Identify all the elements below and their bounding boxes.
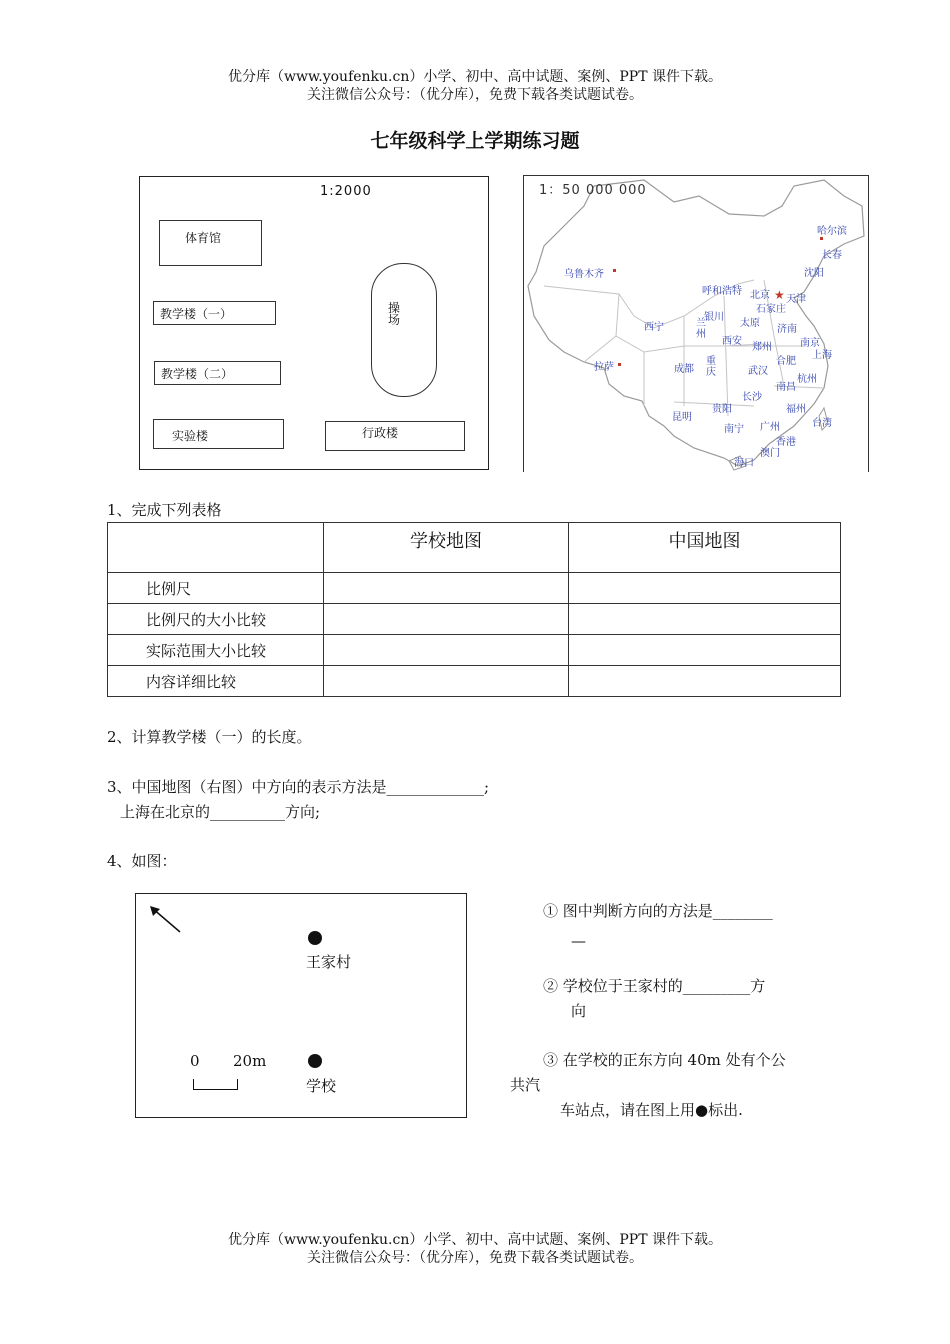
q4-item-1-cont: — [571, 932, 586, 950]
city-hefei: 合肥 [776, 356, 796, 367]
footer-line-1: 优分库（www.youfenku.cn）小学、初中、高中试题、案例、PPT 课件下载。 [227, 1232, 722, 1248]
school-map-scale: 1:2000 [320, 184, 372, 199]
table-row-label: 内容详细比较 [108, 666, 324, 697]
city-hangzhou: 杭州 [797, 374, 817, 385]
city-macau: 澳门 [760, 448, 780, 459]
building-lab [153, 419, 284, 449]
table-row-label: 实际范围大小比较 [108, 635, 324, 666]
table-answer-cell[interactable] [324, 635, 569, 666]
playground-label: 操 场 [388, 301, 401, 327]
village-dot [308, 931, 322, 945]
city-kunming: 昆明 [672, 412, 692, 423]
city-jinan: 济南 [777, 324, 797, 335]
q4-item-3-cont-2: 车站点，请在图上用●标出. [560, 1101, 743, 1119]
building-teaching-1-label: 教学楼（一） [160, 307, 233, 321]
header-line-1: 优分库（www.youfenku.cn）小学、初中、高中试题、案例、PPT 课件下载。 [227, 69, 722, 85]
table-header-school: 学校地图 [324, 523, 569, 573]
building-teaching-2-label: 教学楼（二） [161, 367, 234, 381]
table-answer-cell[interactable] [324, 604, 569, 635]
scale-bar [193, 1079, 238, 1090]
city-dot [820, 237, 823, 240]
city-changchun: 长春 [822, 250, 842, 261]
city-chongqing: 重 庆 [706, 356, 716, 378]
city-chengdu: 成都 [674, 364, 694, 375]
scale-zero-label: 0 [190, 1052, 200, 1070]
capital-star-icon: ★ [774, 288, 785, 302]
q4-item-3-cont-1: 共汽 [510, 1076, 541, 1094]
playground-track [371, 263, 437, 397]
table-answer-cell[interactable] [569, 604, 841, 635]
city-beijing: 北京 [750, 290, 770, 301]
building-admin [325, 421, 465, 451]
city-lanzhou: 兰 州 [696, 318, 706, 340]
city-urumqi: 乌鲁木齐 [564, 269, 604, 280]
table-header-china: 中国地图 [569, 523, 841, 573]
city-tianjin: 天津 [786, 294, 806, 305]
city-fuzhou: 福州 [786, 404, 806, 415]
q4-item-3: ③ 在学校的正东方向 40m 处有个公 [543, 1051, 786, 1069]
city-dot [613, 269, 616, 272]
question-3-line-1: 3、中国地图（右图）中方向的表示方法是_____________; [107, 778, 490, 796]
city-lhasa: 拉萨 [594, 362, 614, 373]
page-title: 七年级科学上学期练习题 [370, 130, 580, 152]
city-nanning: 南宁 [724, 424, 744, 435]
city-nanjing: 南京 [800, 338, 820, 349]
china-map [523, 175, 869, 472]
city-shijiazhuang: 石家庄 [756, 304, 786, 315]
question-3-line-2: 上海在北京的__________方向; [120, 803, 321, 821]
building-gym [159, 220, 262, 266]
question-4-figure [135, 893, 467, 1118]
table-answer-cell[interactable] [569, 573, 841, 604]
header-line-2: 关注微信公众号：（优分库），免费下载各类试题试卷。 [307, 87, 643, 103]
question-4: 4、如图： [107, 852, 177, 870]
building-teaching-2 [154, 361, 281, 385]
school-label: 学校 [306, 1077, 337, 1095]
school-map [139, 176, 489, 470]
table-row-label: 比例尺的大小比较 [108, 604, 324, 635]
city-yinchuan: 银川 [704, 312, 724, 323]
city-shenyang: 沈阳 [804, 268, 824, 279]
city-hohhot: 呼和浩特 [702, 286, 742, 297]
table-answer-cell[interactable] [324, 573, 569, 604]
comparison-table [107, 522, 841, 697]
school-dot [308, 1054, 322, 1068]
building-teaching-1 [153, 301, 276, 325]
city-haikou: 海口 [734, 458, 754, 469]
table-answer-cell[interactable] [569, 635, 841, 666]
footer-line-2: 关注微信公众号：（优分库），免费下载各类试题试卷。 [307, 1250, 643, 1266]
q4-item-2: ② 学校位于王家村的_________方 [543, 977, 766, 995]
table-answer-cell[interactable] [324, 666, 569, 697]
building-lab-label: 实验楼 [172, 429, 209, 443]
scale-length-label: 20m [233, 1052, 267, 1070]
city-taiyuan: 太原 [740, 318, 760, 329]
q4-item-1: ① 图中判断方向的方法是________ [543, 902, 773, 920]
city-guangzhou: 广州 [760, 422, 780, 433]
city-guiyang: 贵阳 [712, 404, 732, 415]
city-hongkong: 香港 [776, 437, 796, 448]
question-2: 2、计算教学楼（一）的长度。 [107, 728, 312, 746]
table-row-label: 比例尺 [108, 573, 324, 604]
city-dot [618, 363, 621, 366]
china-map-scale: 1：50 000 000 [539, 183, 647, 198]
city-taiwan: 台湾 [812, 418, 832, 429]
city-xining: 西宁 [644, 322, 664, 333]
city-shanghai: 上海 [812, 350, 832, 361]
q4-item-2-cont: 向 [571, 1002, 587, 1020]
north-arrow-icon [146, 902, 186, 942]
village-label: 王家村 [306, 953, 352, 971]
building-gym-label: 体育馆 [185, 231, 222, 245]
city-changsha: 长沙 [742, 392, 762, 403]
city-zhengzhou: 郑州 [752, 342, 772, 353]
question-1: 1、完成下列表格 [107, 501, 222, 519]
table-answer-cell[interactable] [569, 666, 841, 697]
table-corner-cell [108, 523, 324, 573]
city-wuhan: 武汉 [748, 366, 768, 377]
city-xian: 西安 [722, 336, 742, 347]
city-harbin: 哈尔滨 [817, 226, 847, 237]
city-nanchang: 南昌 [776, 382, 796, 393]
building-admin-label: 行政楼 [362, 426, 399, 440]
